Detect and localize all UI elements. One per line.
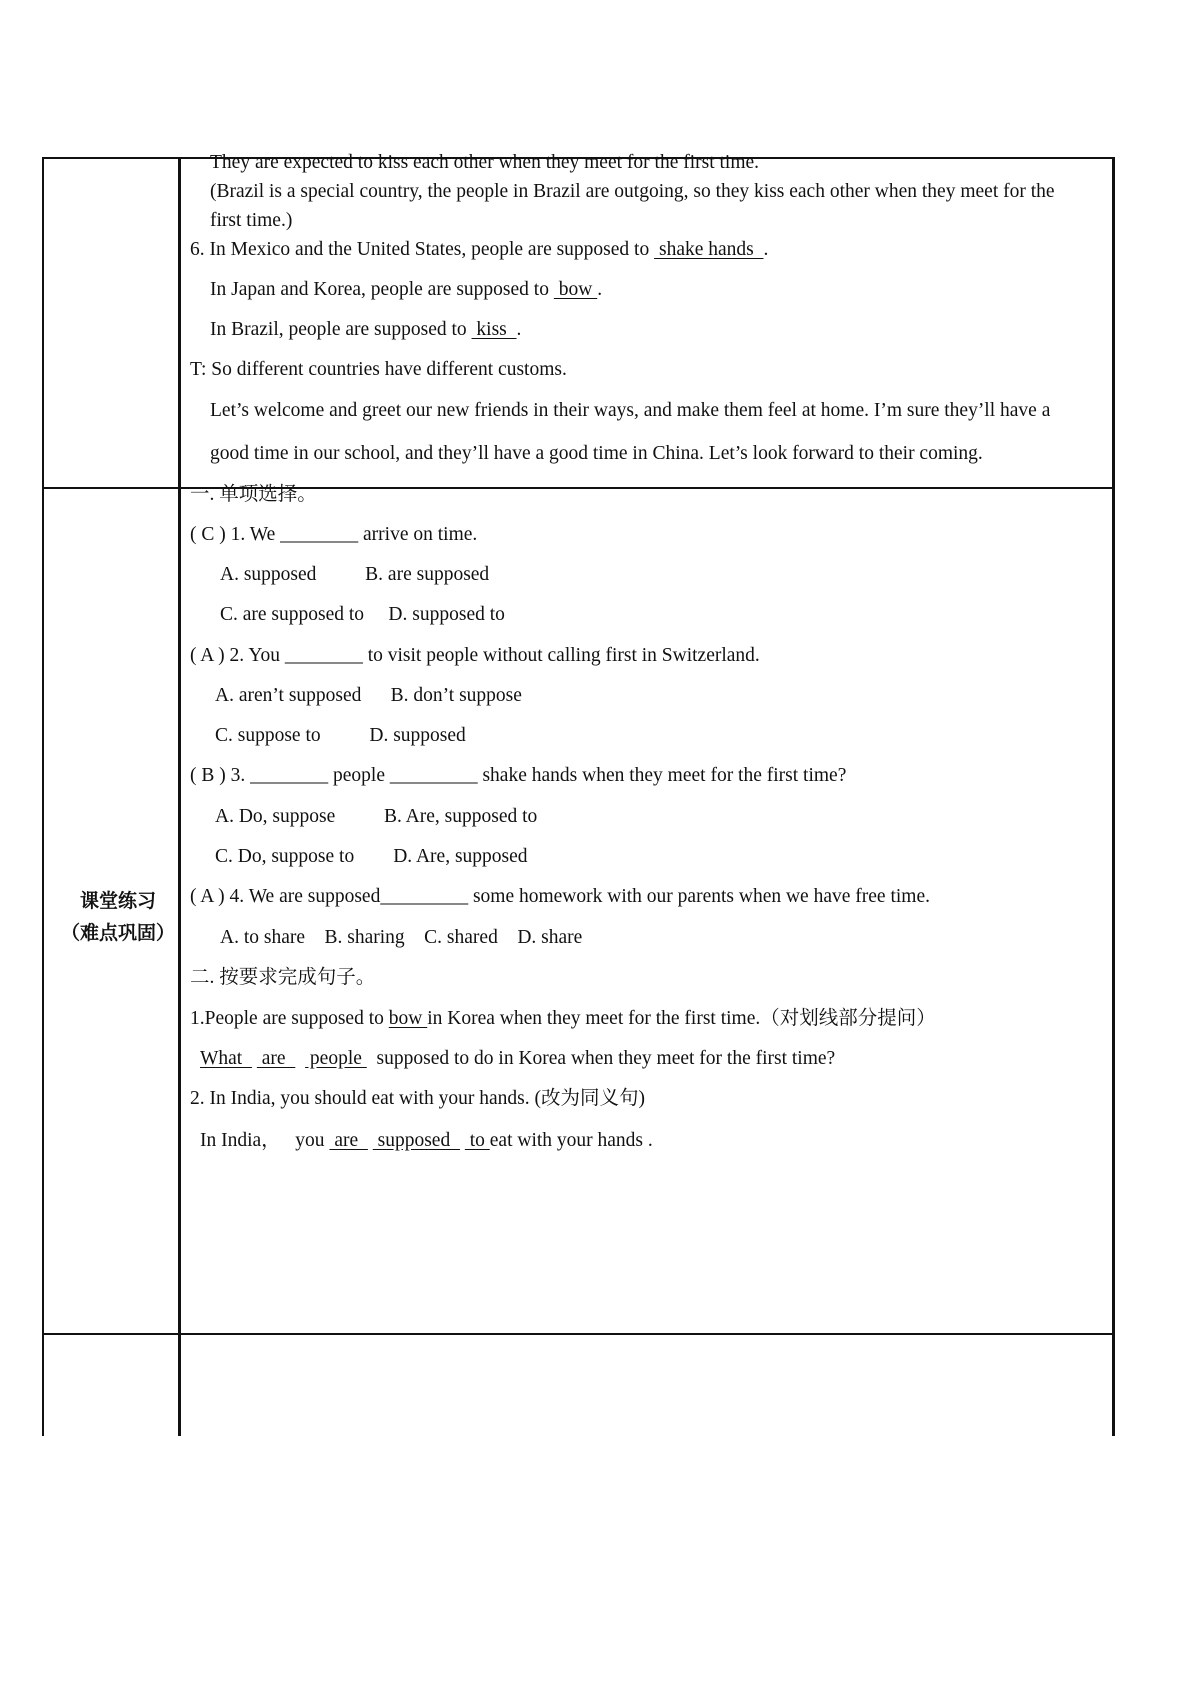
- answer-blank: are: [256, 1048, 296, 1069]
- sentence-1-answer: [200, 1047, 835, 1071]
- text-segment: first time.): [210, 210, 293, 231]
- answer-blank: What: [200, 1048, 252, 1069]
- text-segment: .: [597, 279, 603, 300]
- text-segment: ( A ) 2. You ________ to visit people without calling first in Switzerland.: [190, 645, 760, 666]
- text-segment: A. supposed B. are supposed: [220, 564, 490, 585]
- table-border-bottom: [42, 1333, 1115, 1335]
- question-2-options-cd: [215, 724, 466, 748]
- question-4: [190, 885, 930, 909]
- answer-blank: are: [329, 1130, 368, 1151]
- section-heading-multiple-choice: [190, 483, 317, 507]
- text-segment: good time in our school, and they’ll have a good time in China. Let’s look forward to their coming.: [210, 443, 983, 464]
- text-segment: They are expected to kiss each other when they meet for the first time.: [210, 152, 760, 173]
- text-segment: in Korea when they meet for the first time.（对划线部分提问）: [427, 1008, 936, 1029]
- text-segment: 2. In India, you should eat with your hands. (改为同义句): [190, 1088, 645, 1109]
- answer-blank: to: [464, 1130, 490, 1151]
- upper-line-9: [210, 442, 983, 466]
- question-3-options-ab: [215, 805, 537, 829]
- text-segment: In Brazil, people are supposed to: [210, 319, 472, 340]
- answer-blank: bow: [553, 279, 598, 300]
- table-border-right: [1112, 157, 1115, 1436]
- question-1-options-cd: [220, 603, 505, 627]
- upper-line-1: [210, 151, 759, 175]
- table-border-left: [42, 157, 44, 1436]
- question-1: [190, 523, 477, 547]
- text-segment: 6. In Mexico and the United States, people are supposed to: [190, 239, 655, 260]
- upper-line-8: [210, 399, 1050, 423]
- section-label-title: 课堂练习: [79, 890, 156, 912]
- text-segment: ( A ) 4. We are supposed_________ some homework with our parents when we have free time.: [190, 886, 930, 907]
- text-segment: (Brazil is a special country, the people in Brazil are outgoing, so they kiss each other when they meet for the: [210, 181, 1055, 202]
- answer-blank: kiss: [471, 319, 517, 340]
- question-3-options-cd: [215, 845, 528, 869]
- answer-blank: bow: [388, 1008, 428, 1029]
- answer-blank: supposed: [372, 1130, 460, 1151]
- upper-line-7: [190, 358, 567, 382]
- text-segment: ( C ) 1. We ________ arrive on time.: [190, 524, 478, 545]
- text-segment: In Japan and Korea, people are supposed to: [210, 279, 554, 300]
- text-segment: ( B ) 3. ________ people _________ shake hands when they meet for the first time?: [190, 765, 847, 786]
- section-label: [42, 885, 194, 949]
- section-heading-sentences: [190, 966, 375, 990]
- text-segment: C. Do, suppose to D. Are, supposed: [215, 846, 528, 867]
- section-label-subtitle: （难点巩固）: [60, 922, 175, 944]
- text-segment: 二. 按要求完成句子。: [190, 967, 376, 988]
- text-segment: A. Do, suppose B. Are, supposed to: [215, 806, 538, 827]
- question-2-options-ab: [215, 684, 522, 708]
- text-segment: 一. 单项选择。: [190, 484, 317, 505]
- text-segment: supposed to do in Korea when they meet for the first time?: [366, 1048, 836, 1069]
- text-segment: A. aren’t supposed B. don’t suppose: [215, 685, 522, 706]
- upper-line-6: [210, 318, 521, 342]
- question-1-options-ab: [220, 563, 489, 587]
- sentence-1-prompt: [190, 1007, 936, 1031]
- table-border-divider: [178, 157, 181, 1436]
- question-3: [190, 764, 846, 788]
- upper-line-3: [210, 209, 292, 233]
- upper-line-2: [210, 180, 1055, 204]
- answer-blank: people: [305, 1048, 367, 1069]
- sentence-2-prompt: [190, 1087, 645, 1111]
- text-segment: A. to share B. sharing C. shared D. share: [220, 927, 583, 948]
- answer-blank: shake hands: [654, 239, 764, 260]
- sentence-2-answer: [200, 1129, 653, 1153]
- text-segment: 1.People are supposed to: [190, 1008, 389, 1029]
- text-segment: In India， you: [200, 1130, 330, 1151]
- text-segment: eat with your hands .: [489, 1130, 653, 1151]
- upper-line-5: [210, 278, 602, 302]
- text-segment: .: [763, 239, 769, 260]
- text-segment: C. are supposed to D. supposed to: [220, 604, 505, 625]
- question-2: [190, 644, 760, 668]
- text-segment: T: So different countries have different customs.: [190, 359, 567, 380]
- worksheet-table: [42, 152, 1157, 1436]
- text-segment: Let’s welcome and greet our new friends in their ways, and make them feel at home. I’m sure they’ll have a: [210, 400, 1051, 421]
- text-segment: C. suppose to D. supposed: [215, 725, 466, 746]
- upper-line-4: [190, 238, 768, 262]
- text-segment: .: [516, 319, 522, 340]
- question-4-options: [220, 926, 582, 950]
- text-segment: [295, 1048, 305, 1069]
